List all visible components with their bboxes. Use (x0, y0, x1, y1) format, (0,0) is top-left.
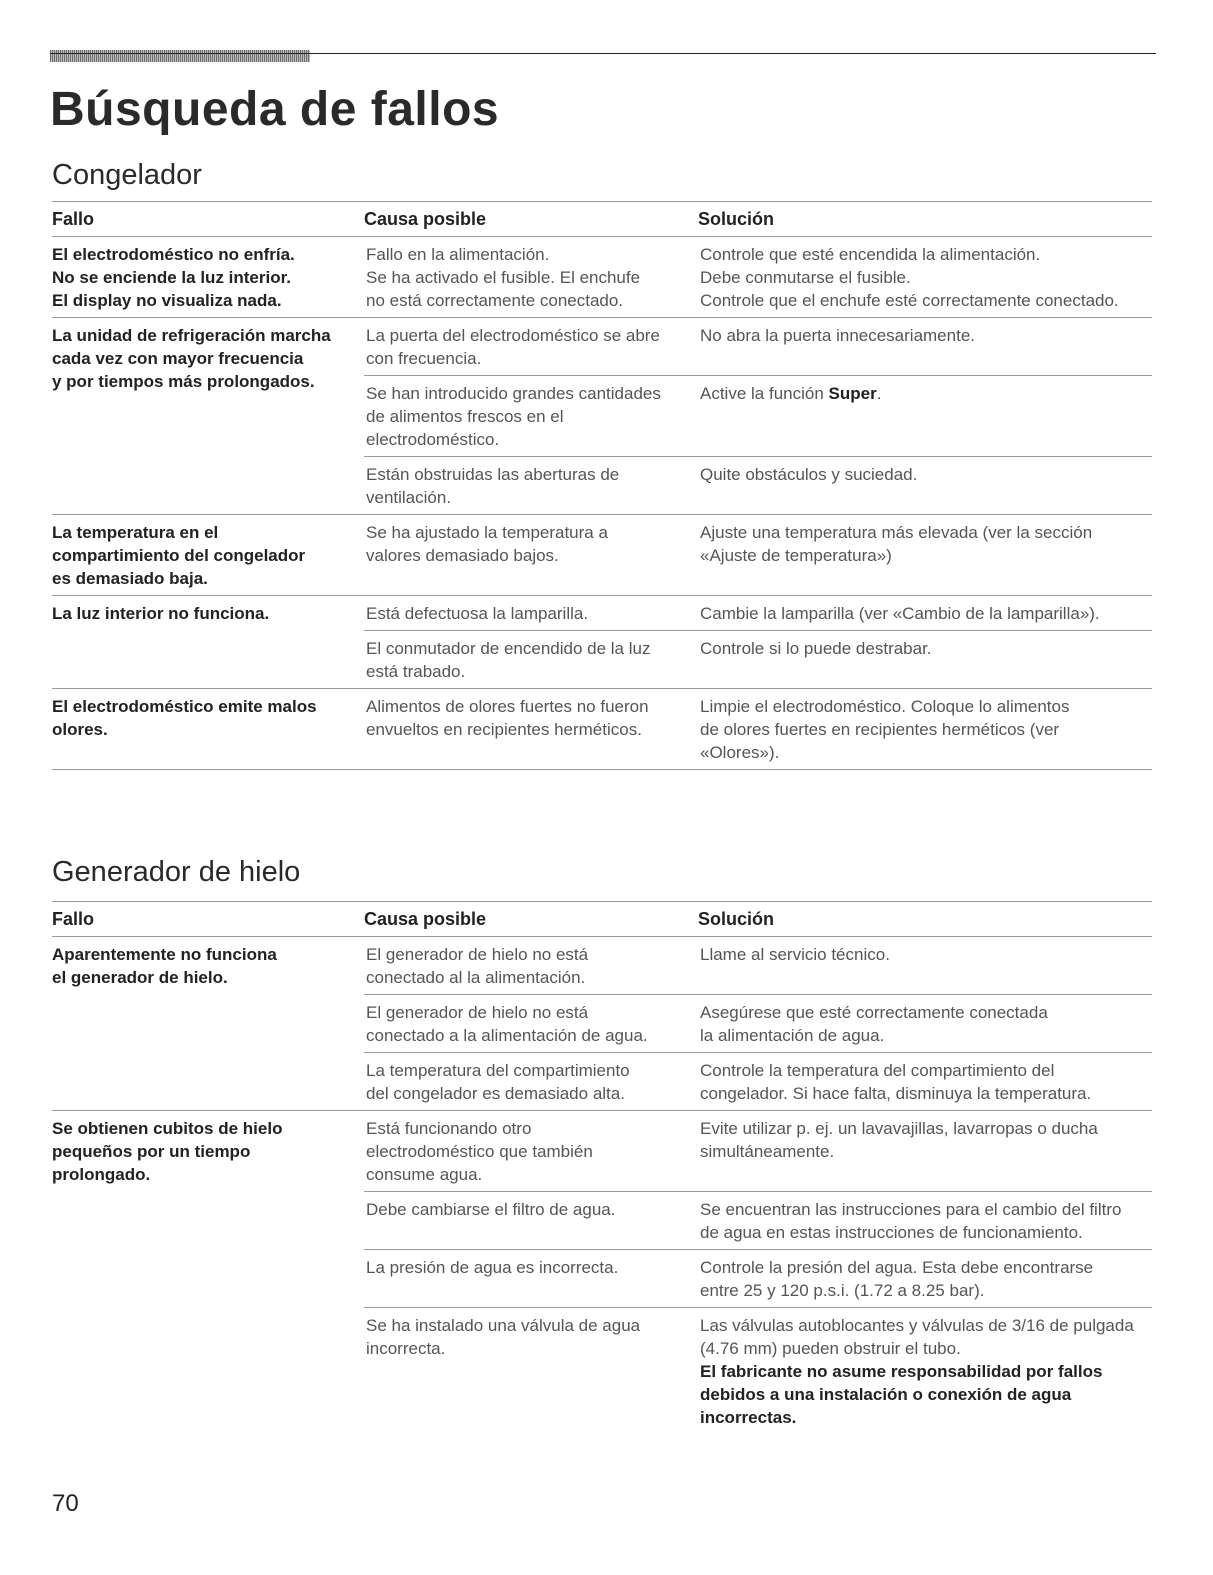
column-header-solucion: Solución (698, 202, 1152, 237)
solution-cell (698, 1308, 1152, 1435)
table-row (52, 1111, 1152, 1192)
fault-text: El electrodoméstico emite malos olores. (52, 697, 317, 739)
cause-cell: Alimentos de olores fuertes no fueron envueltos en recipientes herméticos. (364, 689, 698, 770)
solution-cell: Controle que esté encendida la alimentación. Debe conmutarse el fusible. Controle que el enchufe esté correctamente conectado. (698, 237, 1152, 318)
fault-text: La luz interior no funciona. (52, 604, 270, 623)
fault-cell (52, 237, 364, 318)
solution-cell: Llame al servicio técnico. (698, 937, 1152, 995)
solution-text: Las válvulas autoblocantes y válvulas de 3/16 de pulgada (4.76 mm) pueden obstruir el tubo. (700, 1316, 1134, 1358)
fault-text: Se obtienen cubitos de hielo pequeños por un tiempo prolongado. (52, 1119, 283, 1184)
cause-cell: El generador de hielo no está conectado al la alimentación. (364, 937, 698, 995)
fault-cell (52, 937, 364, 1111)
table-header-row (52, 202, 1152, 237)
cause-cell: El conmutador de encendido de la luz está trabado. (364, 631, 698, 689)
fault-cell (52, 515, 364, 596)
cause-cell: El generador de hielo no está conectado a la alimentación de agua. (364, 995, 698, 1053)
cause-cell: Se ha ajustado la temperatura a valores demasiado bajos. (364, 515, 698, 596)
solution-cell: Controle la presión del agua. Esta debe encontrarse entre 25 y 120 p.s.i. (1.72 a 8.25 bar). (698, 1250, 1152, 1308)
page-title: Búsqueda de fallos (50, 83, 500, 136)
section-title-generador-de-hielo: Generador de hielo (52, 856, 301, 888)
solution-cell: Limpie el electrodoméstico. Coloque lo alimentos de olores fuertes en recipientes herméticos (ver «Olores»). (698, 689, 1152, 770)
column-header-causa: Causa posible (364, 202, 698, 237)
table-row (52, 689, 1152, 770)
column-header-fallo: Fallo (52, 902, 364, 937)
cause-cell: Se ha instalado una válvula de agua incorrecta. (366, 1316, 641, 1358)
table-row (52, 937, 1152, 995)
table-row (52, 596, 1152, 631)
cause-cell: La puerta del electrodoméstico se abre con frecuencia. (364, 318, 698, 376)
cause-cell: La presión de agua es incorrecta. (364, 1250, 698, 1308)
header-pattern-band (50, 50, 310, 62)
solution-cell: Evite utilizar p. ej. un lavavajillas, lavarropas o ducha simultáneamente. (698, 1111, 1152, 1192)
super-function-label: Super (828, 384, 877, 403)
table-row (52, 237, 1152, 318)
solution-cell: Ajuste una temperatura más elevada (ver la sección «Ajuste de temperatura») (698, 515, 1152, 596)
solution-cell: Quite obstáculos y suciedad. (698, 457, 1152, 515)
cause-cell: Está defectuosa la lamparilla. (364, 596, 698, 631)
cause-cell: Fallo en la alimentación. Se ha activado el fusible. El enchufe no está correctamente conectado. (364, 237, 698, 318)
fault-text: Aparentemente no funciona el generador de hielo. (52, 945, 277, 987)
solution-cell: Asegúrese que esté correctamente conectada la alimentación de agua. (698, 995, 1152, 1053)
solution-cell: Se encuentran las instrucciones para el cambio del filtro de agua en estas instrucciones de funcionamiento. (698, 1192, 1152, 1250)
column-header-solucion: Solución (698, 902, 1152, 937)
troubleshooting-table-congelador (52, 201, 1152, 770)
column-header-fallo: Fallo (52, 202, 364, 237)
troubleshooting-table-generador-de-hielo (52, 901, 1152, 1434)
fault-text: La temperatura en el compartimiento del congelador es demasiado baja. (52, 523, 306, 588)
manufacturer-disclaimer: El fabricante no asume responsabilidad por fallos debidos a una instalación o conexión de agua incorrectas. (700, 1362, 1103, 1427)
solution-text: Active la función (700, 384, 829, 403)
solution-cell: Cambie la lamparilla (ver «Cambio de la lamparilla»). (698, 596, 1152, 631)
table-row (52, 318, 1152, 376)
fault-cell (52, 689, 364, 770)
solution-cell: Controle si lo puede destrabar. (698, 631, 1152, 689)
page-number: 70 (52, 1490, 79, 1517)
cause-cell: Está funcionando otro electrodoméstico que también consume agua. (364, 1111, 698, 1192)
solution-cell: Controle la temperatura del compartimiento del congelador. Si hace falta, disminuya la temperatura. (698, 1053, 1152, 1111)
table-header-row (52, 902, 1152, 937)
column-header-causa: Causa posible (364, 902, 698, 937)
cause-cell: La temperatura del compartimiento del congelador es demasiado alta. (364, 1053, 698, 1111)
cause-cell: Se han introducido grandes cantidades de alimentos frescos en el electrodoméstico. (364, 376, 698, 457)
table-row (52, 515, 1152, 596)
section-title-congelador: Congelador (52, 159, 202, 191)
solution-text: . (876, 384, 882, 403)
solution-cell: No abra la puerta innecesariamente. (698, 318, 1152, 376)
solution-cell (698, 376, 1152, 457)
fault-text: La unidad de refrigeración marcha cada vez con mayor frecuencia y por tiempos más prolongados. (52, 326, 331, 391)
fault-cell (52, 318, 364, 515)
header-rule (50, 53, 1156, 54)
fault-cell (52, 1111, 364, 1435)
fault-cell (52, 596, 364, 689)
cause-cell: Están obstruidas las aberturas de ventilación. (364, 457, 698, 515)
cause-cell: Debe cambiarse el filtro de agua. (364, 1192, 698, 1250)
fault-text: El electrodoméstico no enfría. No se enciende la luz interior. El display no visualiza nada. (52, 245, 295, 310)
